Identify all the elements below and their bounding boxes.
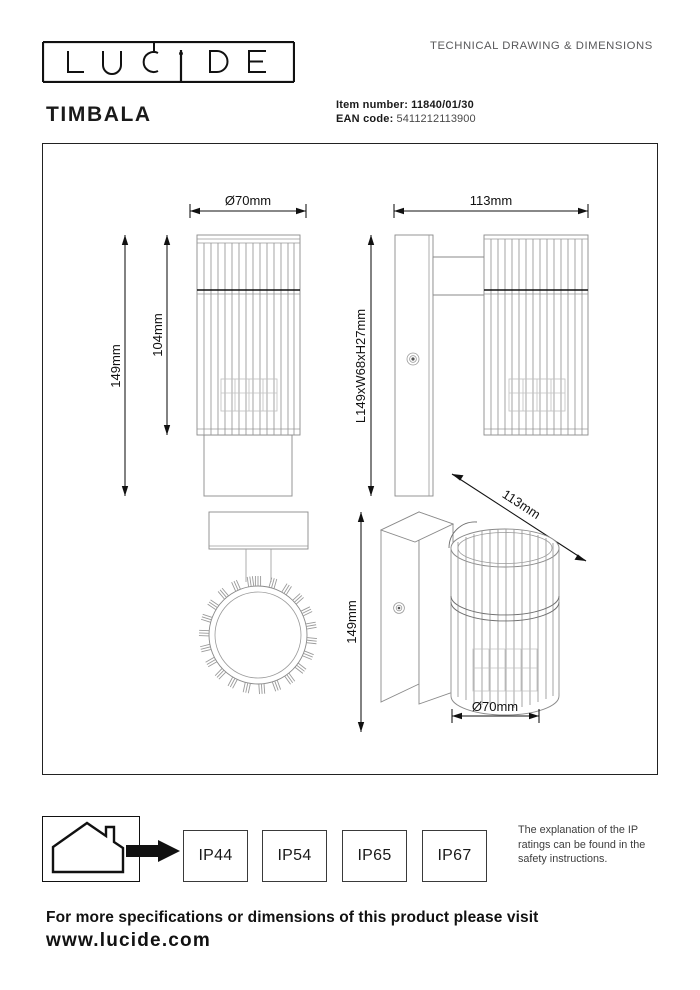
side-view-fixture: [395, 235, 588, 496]
footer-website[interactable]: www.lucide.com: [46, 930, 211, 951]
top-view-group: [199, 512, 317, 694]
perspective-view-group: [344, 474, 586, 732]
perspective-fixture: [381, 512, 559, 715]
perspective-diameter-label: Ø70mm: [471, 699, 519, 714]
perspective-height-label: 149mm: [344, 600, 359, 644]
perspective-depth-label: 113mm: [499, 486, 544, 523]
side-view-plate-dimension: [368, 235, 374, 496]
top-view-fixture: [199, 512, 317, 694]
front-view-group: [108, 193, 306, 496]
ean-code: EAN code: 5411212113900: [336, 113, 476, 125]
front-height-outer-label: 149mm: [108, 344, 123, 388]
ip-rating-ip44: IP44: [183, 830, 248, 882]
ip-rating-ip65: IP65: [342, 830, 407, 882]
item-number-label: Item number:: [336, 99, 409, 111]
item-number-value: 11840/01/30: [411, 99, 474, 111]
ean-value: 5411212113900: [396, 113, 476, 125]
side-view-group: [353, 193, 588, 496]
ean-label: EAN code: [336, 113, 390, 125]
ip-rating-section: [42, 816, 658, 888]
side-plate-label: L149xW68xH27mm: [353, 308, 368, 424]
front-height-inner-label: 104mm: [150, 313, 165, 357]
front-view-fixture: [197, 235, 300, 496]
side-depth-label: 113mm: [469, 193, 513, 208]
arrow-right-icon: [126, 840, 182, 862]
ip-rating-ip54: IP54: [262, 830, 327, 882]
lucide-logo: [42, 41, 295, 83]
technical-caption: TECHNICAL DRAWING & DIMENSIONS: [430, 40, 653, 52]
ip-rating-ip67: IP67: [422, 830, 487, 882]
item-number: [336, 99, 474, 111]
drawing-frame: [42, 143, 658, 775]
ip-explanation-note: The explanation of the IP ratings can be found in the safety instructions.: [518, 824, 646, 866]
footer-text: For more specifications or dimensions of this product please visit: [46, 909, 539, 926]
page-title: TIMBALA: [46, 103, 152, 126]
front-width-label: Ø70mm: [224, 193, 272, 208]
